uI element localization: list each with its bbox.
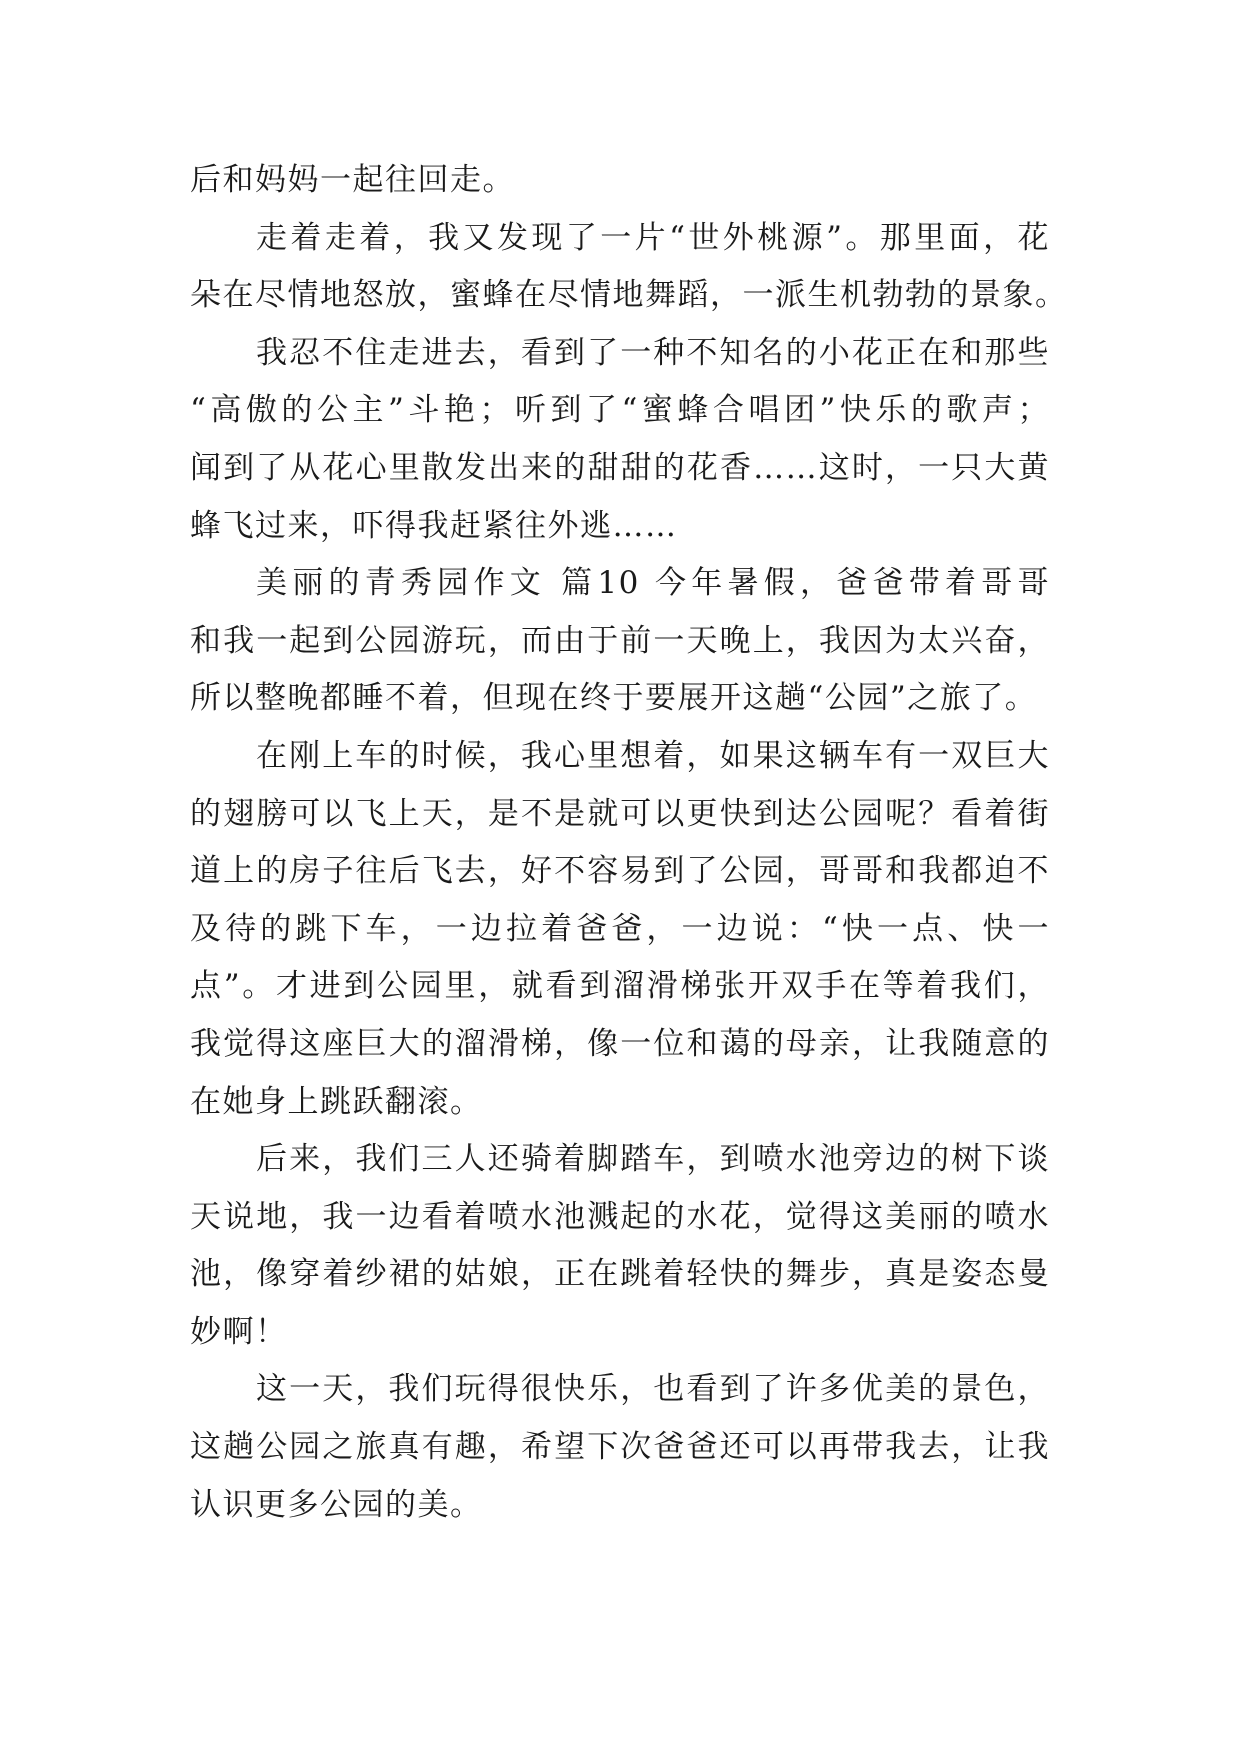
text-line: 道上的房子往后飞去，好不容易到了公园，哥哥和我都迫不 bbox=[190, 853, 1050, 890]
text-line: 池，像穿着纱裙的姑娘，正在跳着轻快的舞步，真是姿态曼 bbox=[190, 1256, 1050, 1293]
text-line: 在她身上跳跃翻滚。 bbox=[190, 1083, 483, 1120]
text-line: 点”。才进到公园里，就看到溜滑梯张开双手在等着我们， bbox=[190, 968, 1050, 1005]
text-line: 朵在尽情地怒放，蜜蜂在尽情地舞蹈，一派生机勃勃的景象。 bbox=[190, 277, 1068, 314]
text-line: 和我一起到公园游玩，而由于前一天晚上，我因为太兴奋， bbox=[190, 622, 1050, 659]
text-line: 在刚上车的时候，我心里想着，如果这辆车有一双巨大 bbox=[256, 737, 1050, 774]
text-line: 美丽的青秀园作文 篇10 今年暑假，爸爸带着哥哥 bbox=[256, 565, 1050, 602]
text-line: 后和妈妈一起往回走。 bbox=[190, 162, 515, 198]
text-line: 我觉得这座巨大的溜滑梯，像一位和蔼的母亲，让我随意的 bbox=[190, 1025, 1050, 1062]
document-body bbox=[190, 152, 1068, 1534]
text-line: 认识更多公园的美。 bbox=[190, 1486, 483, 1523]
text-line: 及待的跳下车，一边拉着爸爸，一边说：“快一点、快一 bbox=[190, 910, 1050, 947]
text-line: 这趟公园之旅真有趣，希望下次爸爸还可以再带我去，让我 bbox=[190, 1429, 1050, 1466]
text-line: 所以整晚都睡不着，但现在终于要展开这趟“公园”之旅了。 bbox=[190, 680, 1038, 717]
text-line: 这一天，我们玩得很快乐，也看到了许多优美的景色， bbox=[256, 1371, 1050, 1408]
text-line: 后来，我们三人还骑着脚踏车，到喷水池旁边的树下谈 bbox=[256, 1141, 1050, 1178]
text-line: 的翅膀可以飞上天，是不是就可以更快到达公园呢？看着街 bbox=[190, 795, 1050, 832]
text-line: 我忍不住走进去，看到了一种不知名的小花正在和那些 bbox=[256, 334, 1050, 371]
text-line: 妙啊！ bbox=[190, 1313, 288, 1350]
text-line: 走着走着，我又发现了一片“世外桃源”。那里面，花 bbox=[256, 219, 1050, 256]
text-line: 蜂飞过来，吓得我赶紧往外逃…… bbox=[190, 507, 678, 544]
text-line: 天说地，我一边看着喷水池溅起的水花，觉得这美丽的喷水 bbox=[190, 1198, 1050, 1235]
text-line: “高傲的公主”斗艳；听到了“蜜蜂合唱团”快乐的歌声； bbox=[190, 392, 1050, 429]
text-line: 闻到了从花心里散发出来的甜甜的花香……这时，一只大黄 bbox=[190, 449, 1050, 486]
